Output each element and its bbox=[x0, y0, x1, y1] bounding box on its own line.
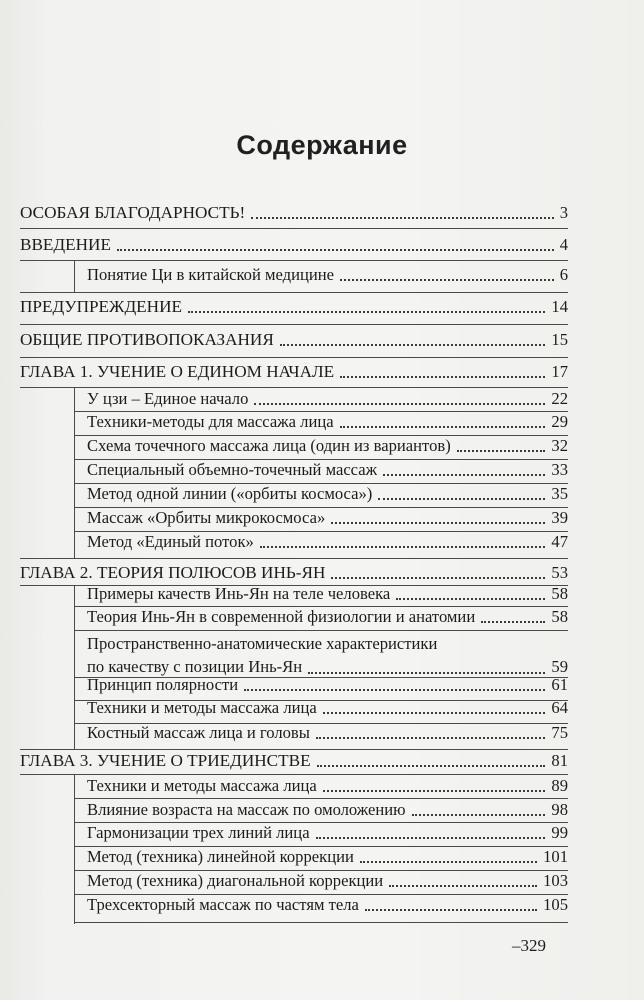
page-number bbox=[512, 936, 546, 956]
toc-entry-page: 89 bbox=[551, 776, 568, 795]
dot-leader bbox=[331, 577, 545, 579]
divider bbox=[20, 357, 568, 358]
divider bbox=[20, 292, 568, 293]
dot-leader bbox=[323, 790, 546, 792]
dot-leader bbox=[331, 522, 545, 524]
toc-entry-page: 98 bbox=[551, 800, 568, 819]
toc-entry-title: Техники-методы для массажа лица bbox=[87, 412, 334, 431]
toc-entry-page: 101 bbox=[543, 847, 568, 866]
toc-entry-page: 99 bbox=[551, 823, 568, 842]
toc-subentry bbox=[75, 584, 568, 604]
toc-subentry bbox=[75, 895, 568, 915]
page-title: Содержание bbox=[236, 130, 408, 160]
toc-subentry bbox=[75, 847, 568, 867]
toc-subentry bbox=[75, 412, 568, 432]
toc-entry-title: Техники и методы массажа лица bbox=[87, 698, 317, 717]
toc-subentry bbox=[75, 698, 568, 718]
toc-subentry bbox=[75, 675, 568, 695]
toc-entry-page: 75 bbox=[551, 723, 568, 742]
toc-entry-title: Гармонизации трех линий лица bbox=[87, 823, 310, 842]
toc-entry-page: 103 bbox=[543, 871, 568, 890]
toc-entry-page: 35 bbox=[551, 484, 568, 503]
dot-leader bbox=[389, 885, 537, 887]
divider bbox=[20, 558, 568, 559]
toc-entry-page: 32 bbox=[551, 436, 568, 455]
dot-leader bbox=[244, 689, 545, 691]
toc-entry-page: 53 bbox=[551, 563, 568, 582]
dot-leader bbox=[481, 621, 545, 623]
toc-entry-title: ОСОБАЯ БЛАГОДАРНОСТЬ! bbox=[20, 203, 246, 222]
toc-entry-contraindications bbox=[20, 330, 568, 350]
dot-leader bbox=[365, 909, 537, 911]
toc-entry-page: 64 bbox=[551, 698, 568, 717]
divider bbox=[20, 228, 568, 229]
dot-leader bbox=[383, 474, 545, 476]
dot-leader bbox=[317, 765, 546, 767]
dot-leader bbox=[188, 311, 545, 313]
dot-leader bbox=[316, 737, 546, 739]
toc-subentry bbox=[75, 484, 568, 504]
divider bbox=[20, 324, 568, 325]
toc-entry-page: 33 bbox=[551, 460, 568, 479]
toc-entry-title-line1: Пространственно-анатомические характеристики bbox=[87, 634, 438, 653]
dot-leader bbox=[340, 279, 554, 281]
toc-entry-title-line2: по качеству с позиции Инь-Ян bbox=[87, 657, 303, 676]
toc-entry-page: 15 bbox=[551, 330, 568, 349]
toc-entry-page: 81 bbox=[551, 751, 568, 770]
dot-leader bbox=[251, 217, 554, 219]
toc-entry-page: 3 bbox=[559, 203, 568, 222]
toc-entry-title: ПРЕДУПРЕЖДЕНИЕ bbox=[20, 297, 182, 316]
dot-leader bbox=[308, 672, 545, 674]
toc-entry-acknowledgements bbox=[20, 203, 568, 223]
folio-number: 329 bbox=[520, 936, 546, 955]
toc-entry-page: 39 bbox=[551, 508, 568, 527]
toc-entry-page: 105 bbox=[543, 895, 568, 914]
toc-entry-title: ГЛАВА 1. УЧЕНИЕ О ЕДИНОМ НАЧАЛЕ bbox=[20, 362, 335, 381]
toc-subentry bbox=[75, 436, 568, 456]
toc-entry-introduction bbox=[20, 235, 568, 255]
toc-entry-title: ГЛАВА 2. ТЕОРИЯ ПОЛЮСОВ ИНЬ-ЯН bbox=[20, 563, 326, 582]
dot-leader bbox=[260, 546, 546, 548]
toc-entry-title: Трехсекторный массаж по частям тела bbox=[87, 895, 359, 914]
toc-chapter-1 bbox=[20, 362, 568, 382]
toc-entry-page: 4 bbox=[559, 235, 568, 254]
toc-entry-warning bbox=[20, 297, 568, 317]
toc-chapter-3 bbox=[20, 751, 568, 771]
toc-entry-page: 29 bbox=[551, 412, 568, 431]
toc-entry-title: Принцип полярности bbox=[87, 675, 239, 694]
toc-entry-page: 6 bbox=[559, 265, 568, 284]
toc-entry-page: 17 bbox=[551, 362, 568, 381]
divider bbox=[75, 922, 568, 923]
toc-subentry bbox=[75, 389, 568, 409]
toc-subentry bbox=[75, 265, 568, 285]
toc-entry-title: Техники и методы массажа лица bbox=[87, 776, 317, 795]
toc-subentry bbox=[75, 508, 568, 528]
toc-entry-title: Метод «Единый поток» bbox=[87, 532, 254, 551]
toc-entry-page: 58 bbox=[551, 584, 568, 603]
toc-entry-page: 58 bbox=[551, 607, 568, 626]
toc-subentry bbox=[75, 607, 568, 627]
dot-leader bbox=[340, 426, 546, 428]
toc-entry-page: 47 bbox=[551, 532, 568, 551]
toc-entry-title: Метод одной линии («орбиты космоса») bbox=[87, 484, 373, 503]
toc-entry-title: Схема точечного массажа лица (один из вариантов) bbox=[87, 436, 451, 455]
toc-subentry bbox=[75, 460, 568, 480]
toc-entry-page: 22 bbox=[551, 389, 568, 408]
toc-entry-title: Теория Инь-Ян в современной физиологии и анатомии bbox=[87, 607, 476, 626]
toc-entry-title: Метод (техника) диагональной коррекции bbox=[87, 871, 384, 890]
dot-leader bbox=[340, 376, 545, 378]
dot-leader bbox=[323, 712, 546, 714]
dot-leader bbox=[254, 403, 545, 405]
toc-entry-title: Специальный объемно-точечный массаж bbox=[87, 460, 378, 479]
toc-subentry bbox=[75, 632, 568, 678]
dot-leader bbox=[280, 344, 546, 346]
dot-leader bbox=[316, 837, 546, 839]
toc-subentry bbox=[75, 776, 568, 796]
toc-entry-title: ГЛАВА 3. УЧЕНИЕ О ТРИЕДИНСТВЕ bbox=[20, 751, 311, 770]
toc-entry-title: У цзи – Единое начало bbox=[87, 389, 249, 408]
toc-entry-page: 59 bbox=[551, 657, 568, 676]
toc-entry-title: ОБЩИЕ ПРОТИВОПОКАЗАНИЯ bbox=[20, 330, 274, 349]
toc-subentry bbox=[75, 800, 568, 820]
folio-dash: – bbox=[512, 936, 521, 955]
dot-leader bbox=[396, 598, 545, 600]
dot-leader bbox=[117, 249, 554, 251]
dot-leader bbox=[412, 814, 546, 816]
toc-entry-title: Костный массаж лица и головы bbox=[87, 723, 310, 742]
toc-entry-title: Влияние возраста на массаж по омоложению bbox=[87, 800, 406, 819]
toc-entry-title: ВВЕДЕНИЕ bbox=[20, 235, 111, 254]
toc-subentry bbox=[75, 532, 568, 552]
toc-entry-page: 14 bbox=[551, 297, 568, 316]
toc-entry-title: Метод (техника) линейной коррекции bbox=[87, 847, 354, 866]
toc-entry-title: Массаж «Орбиты микрокосмоса» bbox=[87, 508, 326, 527]
toc-chapter-2 bbox=[20, 563, 568, 583]
divider bbox=[20, 260, 568, 261]
toc-subentry bbox=[75, 723, 568, 743]
toc-entry-title: Понятие Ци в китайской медицине bbox=[87, 265, 334, 284]
toc-entry-page: 61 bbox=[551, 675, 568, 694]
toc-subentry bbox=[75, 823, 568, 843]
dot-leader bbox=[457, 450, 546, 452]
toc-entry-title: Примеры качеств Инь-Ян на теле человека bbox=[87, 584, 391, 603]
dot-leader bbox=[360, 861, 537, 863]
dot-leader bbox=[378, 498, 545, 500]
toc-subentry bbox=[75, 871, 568, 891]
